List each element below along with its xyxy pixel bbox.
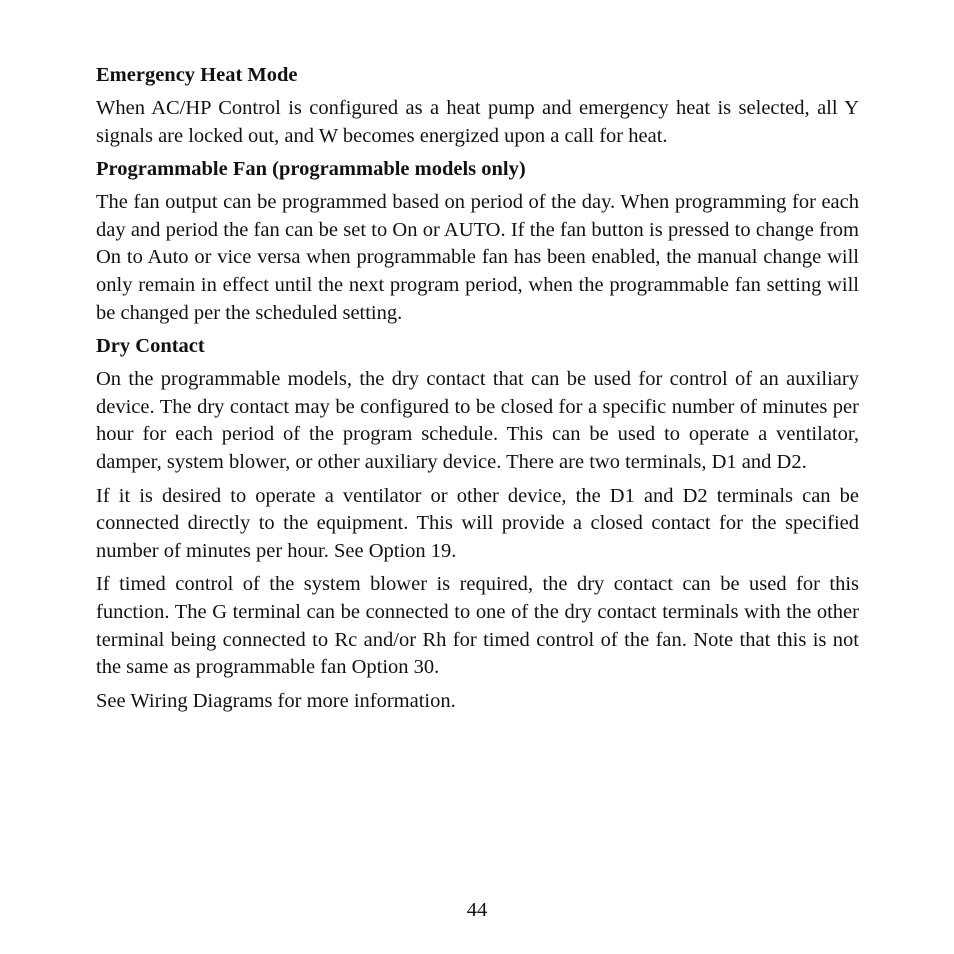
paragraph-dry-contact-ventilator: If it is desired to operate a ventilator or other device, the D1 and D2 terminals can be connected directly to the equipment. This will provide a closed contact for the specified number of minutes per hour. See Option 19.: [96, 484, 859, 562]
section-heading-emergency-heat-mode: Emergency Heat Mode: [96, 64, 298, 86]
paragraph-dry-contact-overview: On the programmable models, the dry contact that can be used for control of an auxiliary device. The dry contact may be configured to be closed for a specific number of minutes per hour for each period of the program schedule. This can be used to operate a ventilator, damper, system blower, or other auxiliary device. There are two terminals, D1 and D2.: [96, 368, 859, 473]
manual-page-content: [96, 62, 859, 721]
page-number: 44: [466, 899, 488, 921]
paragraph-emergency-heat: When AC/HP Control is configured as a heat pump and emergency heat is selected, all Y signals are locked out, and W becomes energized upon a call for heat.: [96, 97, 859, 147]
paragraph-dry-contact-blower: If timed control of the system blower is required, the dry contact can be used for this function. The G terminal can be connected to one of the dry contact terminals with the other terminal being connected to Rc and/or Rh for timed control of the fan. Note that this is not the same as programmable fan Option 30.: [96, 573, 859, 679]
paragraph-programmable-fan: The fan output can be programmed based on period of the day. When programming for each day and period the fan can be set to On or AUTO. If the fan button is pressed to change from On to Auto or vice versa when programmable fan has been enabled, the manual change will only remain in effect until the next program period, when the programmable fan setting will be changed per the scheduled setting.: [96, 191, 859, 324]
section-heading-dry-contact: Dry Contact: [96, 335, 205, 358]
paragraph-see-wiring-diagrams: See Wiring Diagrams for more information.: [96, 689, 456, 712]
section-heading-programmable-fan: Programmable Fan (programmable models only): [96, 158, 526, 181]
